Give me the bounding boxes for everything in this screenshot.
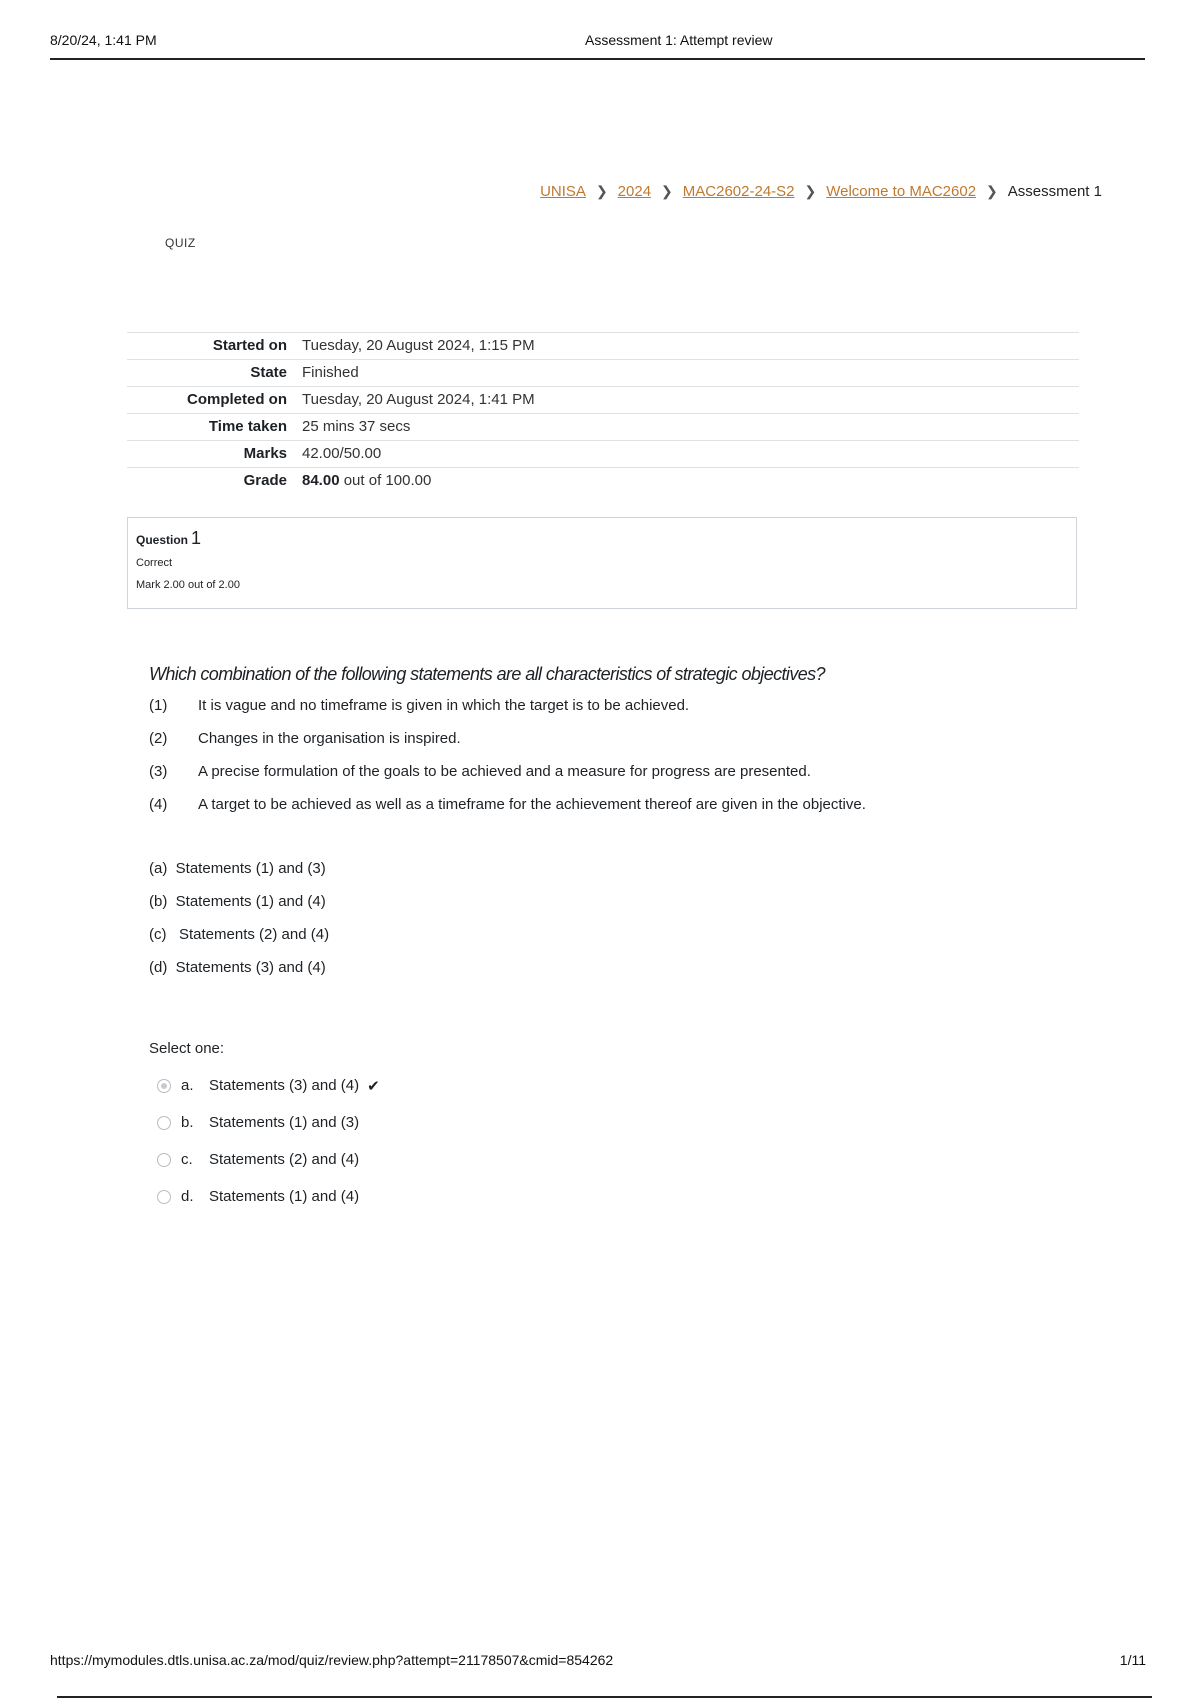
print-datetime: 8/20/24, 1:41 PM bbox=[50, 32, 157, 48]
option-item: (c) Statements (2) and (4) bbox=[149, 926, 330, 943]
chevron-right-icon: ❯ bbox=[986, 183, 998, 199]
summary-value: 25 mins 37 secs bbox=[302, 418, 411, 435]
question-info-box bbox=[127, 517, 1077, 609]
breadcrumb-link-course[interactable]: MAC2602-24-S2 bbox=[682, 183, 795, 200]
breadcrumb-link-welcome[interactable]: Welcome to MAC2602 bbox=[826, 183, 977, 200]
chevron-right-icon: ❯ bbox=[595, 183, 608, 199]
choice-letter: a. bbox=[181, 1077, 194, 1094]
radio-button[interactable] bbox=[157, 1190, 171, 1204]
statement-number: (3) bbox=[149, 763, 168, 780]
chevron-right-icon: ❯ bbox=[661, 183, 673, 199]
answer-choice-d[interactable] bbox=[149, 1178, 380, 1215]
page-number: 1/11 bbox=[1119, 1652, 1146, 1668]
answer-choice-a[interactable] bbox=[149, 1067, 380, 1104]
option-item: (d) Statements (3) and (4) bbox=[149, 959, 326, 976]
page-url: https://mymodules.dtls.unisa.ac.za/mod/quiz/review.php?attempt=21178507&cmid=854262 bbox=[50, 1652, 614, 1668]
activity-type-label: QUIZ bbox=[165, 236, 196, 250]
summary-row-started bbox=[127, 333, 1079, 360]
radio-button[interactable] bbox=[157, 1079, 171, 1093]
chevron-right-icon: ❯ bbox=[804, 183, 817, 199]
breadcrumb-link-year[interactable]: 2024 bbox=[617, 183, 652, 200]
option-item: (b) Statements (1) and (4) bbox=[149, 893, 326, 910]
statement-item bbox=[149, 730, 1049, 763]
summary-row-grade bbox=[127, 468, 1079, 495]
statement-text: A precise formulation of the goals to be achieved and a measure for progress are presented. bbox=[198, 763, 811, 780]
print-header bbox=[50, 30, 1145, 60]
radio-button[interactable] bbox=[157, 1116, 171, 1130]
choice-letter: b. bbox=[181, 1114, 194, 1131]
grade-total: out of 100.00 bbox=[339, 472, 432, 489]
statement-number: (4) bbox=[149, 796, 168, 813]
statement-number: (2) bbox=[149, 730, 168, 747]
summary-label: Grade bbox=[243, 472, 287, 489]
question-mark: Mark 2.00 out of 2.00 bbox=[136, 579, 240, 591]
statement-text: A target to be achieved as well as a timeframe for the achievement thereof are given in the objective. bbox=[198, 796, 866, 813]
attempt-summary-table bbox=[127, 332, 1079, 494]
summary-value: Tuesday, 20 August 2024, 1:15 PM bbox=[302, 337, 535, 354]
choice-letter: d. bbox=[181, 1188, 194, 1205]
answer-choice-c[interactable] bbox=[149, 1141, 380, 1178]
question-option-list bbox=[149, 860, 329, 992]
statement-item bbox=[149, 697, 1049, 730]
choice-text: Statements (3) and (4) bbox=[209, 1077, 360, 1094]
question-text bbox=[149, 664, 1049, 829]
summary-row-state bbox=[127, 360, 1079, 387]
answer-choice-b[interactable] bbox=[149, 1104, 380, 1141]
footer-divider bbox=[57, 1696, 1152, 1698]
breadcrumb-link-unisa[interactable]: UNISA bbox=[540, 183, 586, 200]
choice-text: Statements (1) and (4) bbox=[209, 1188, 360, 1205]
question-label: Question bbox=[136, 533, 189, 547]
summary-value: 42.00/50.00 bbox=[302, 445, 382, 462]
breadcrumb bbox=[540, 183, 1102, 200]
radio-button[interactable] bbox=[157, 1153, 171, 1167]
question-number-value: 1 bbox=[191, 528, 202, 548]
answer-block bbox=[149, 1040, 380, 1215]
statement-text: Changes in the organisation is inspired. bbox=[198, 730, 461, 747]
summary-row-marks bbox=[127, 441, 1079, 468]
option-item: (a) Statements (1) and (3) bbox=[149, 860, 326, 877]
statement-item bbox=[149, 763, 1049, 796]
statement-text: It is vague and no timeframe is given in which the target is to be achieved. bbox=[198, 697, 690, 714]
summary-label: Completed on bbox=[187, 391, 287, 408]
summary-value bbox=[302, 468, 1079, 495]
statement-number: (1) bbox=[149, 697, 168, 714]
grade-score: 84.00 bbox=[302, 472, 340, 489]
checkmark-icon: ✔ bbox=[367, 1077, 380, 1095]
summary-row-completed bbox=[127, 387, 1079, 414]
summary-value: Finished bbox=[302, 364, 359, 381]
summary-row-time-taken bbox=[127, 414, 1079, 441]
choice-text: Statements (2) and (4) bbox=[209, 1151, 360, 1168]
choice-letter: c. bbox=[181, 1151, 193, 1168]
print-page-title: Assessment 1: Attempt review bbox=[585, 32, 773, 48]
summary-value: Tuesday, 20 August 2024, 1:41 PM bbox=[302, 391, 535, 408]
question-number bbox=[136, 528, 1068, 549]
breadcrumb-current: Assessment 1 bbox=[1007, 183, 1102, 200]
summary-label: Time taken bbox=[208, 418, 287, 435]
question-stem: Which combination of the following statements are all characteristics of strategic objectives? bbox=[149, 664, 825, 684]
question-state: Correct bbox=[136, 557, 173, 569]
choice-text: Statements (1) and (3) bbox=[209, 1114, 360, 1131]
statement-item bbox=[149, 796, 1049, 829]
summary-label: Started on bbox=[212, 337, 287, 354]
summary-label: Marks bbox=[243, 445, 287, 462]
answer-prompt: Select one: bbox=[149, 1040, 225, 1057]
summary-label: State bbox=[250, 364, 287, 381]
